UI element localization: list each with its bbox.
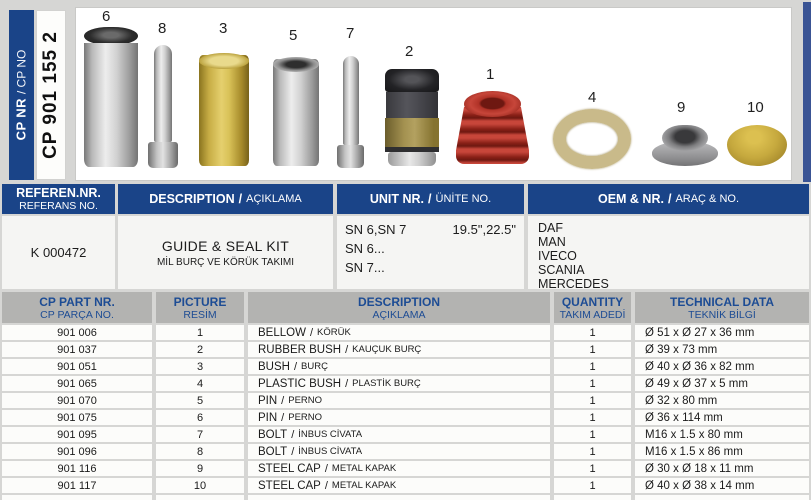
table-row <box>2 359 809 374</box>
kit-description-cell <box>118 216 333 289</box>
unit-sizes: 19.5",22.5" <box>452 222 516 237</box>
figure-label-7: 7 <box>346 25 355 42</box>
header-picture: PICTURE RESİM <box>156 292 244 323</box>
bellow-top-ring <box>464 91 521 117</box>
reference-number-cell <box>2 216 115 289</box>
brass-bush-photo-3 <box>199 55 249 166</box>
unit-models: SN 6,SN 7 <box>345 222 407 237</box>
part-description: RUBBER BUSH / KAUÇUK BURÇ <box>248 342 550 357</box>
part-description: BOLT / İNBUS CİVATA <box>248 444 550 459</box>
quantity <box>554 495 631 500</box>
pin-body <box>84 43 138 167</box>
technical-data: Ø 49 x Ø 37 x 5 mm <box>635 376 809 391</box>
oem-brand: IVECO <box>538 249 577 263</box>
technical-data: Ø 36 x 114 mm <box>635 410 809 425</box>
bellow-photo-1 <box>456 91 529 164</box>
oem-brand: MERCEDES <box>538 277 609 291</box>
header-parts-description: DESCRIPTION AÇIKLAMA <box>248 292 550 323</box>
bolt-shaft <box>154 45 172 142</box>
bush-brass-band <box>385 118 439 147</box>
table-row <box>2 427 809 442</box>
part-number: 901 065 <box>2 376 152 391</box>
part-number: 901 070 <box>2 393 152 408</box>
header-description: DESCRIPTION / AÇIKLAMA <box>118 184 333 214</box>
header-oem-nr: OEM & NR. / ARAÇ & NO. <box>528 184 809 214</box>
part-number: 901 006 <box>2 325 152 340</box>
oem-brands-cell <box>528 216 809 289</box>
steel-cap-photo-9 <box>652 125 718 166</box>
oem-brand: MAN <box>538 235 566 249</box>
quantity: 1 <box>554 478 631 493</box>
figure-label-8: 8 <box>158 20 167 37</box>
part-number: 901 117 <box>2 478 152 493</box>
quantity: 1 <box>554 410 631 425</box>
figure-label-3: 3 <box>219 20 228 37</box>
bush-middle <box>386 92 438 118</box>
figure-label-5: 5 <box>289 27 298 44</box>
header-technical-data: TECHNICAL DATA TEKNİK BİLGİ <box>635 292 809 323</box>
picture-ref: 5 <box>156 393 244 408</box>
quantity: 1 <box>554 325 631 340</box>
parts-table-body <box>2 325 809 500</box>
part-number: 901 096 <box>2 444 152 459</box>
part-number: 901 116 <box>2 461 152 476</box>
unit-number-cell <box>337 216 524 289</box>
part-description: BELLOW / KÖRÜK <box>248 325 550 340</box>
part-description: PLASTIC BUSH / PLASTİK BURÇ <box>248 376 550 391</box>
oem-brand: DAF <box>538 221 563 235</box>
part-description <box>248 495 550 500</box>
table-row <box>2 376 809 391</box>
cp-part-code-strip <box>36 10 66 180</box>
table-row <box>2 342 809 357</box>
part-description: BOLT / İNBUS CİVATA <box>248 427 550 442</box>
bush-base <box>388 152 436 166</box>
picture-ref: 3 <box>156 359 244 374</box>
technical-data: Ø 40 x Ø 36 x 82 mm <box>635 359 809 374</box>
pin-photo-5 <box>273 59 319 166</box>
picture-ref: 10 <box>156 478 244 493</box>
technical-data: Ø 39 x 73 mm <box>635 342 809 357</box>
header-cp-part-nr: CP PART NR. CP PARÇA NO. <box>2 292 152 323</box>
part-description: PIN / PERNO <box>248 410 550 425</box>
part-description: PIN / PERNO <box>248 393 550 408</box>
part-number: 901 095 <box>2 427 152 442</box>
quantity: 1 <box>554 444 631 459</box>
unit-line-2: SN 6... <box>345 241 385 256</box>
part-number: 901 037 <box>2 342 152 357</box>
quantity: 1 <box>554 461 631 476</box>
cp-part-code: CP 901 155 2 <box>40 31 62 159</box>
right-accent-bar <box>803 2 811 182</box>
figure-label-10: 10 <box>747 99 764 116</box>
quantity: 1 <box>554 342 631 357</box>
bolt-head <box>337 145 364 168</box>
part-number <box>2 495 152 500</box>
plastic-washer-photo-4 <box>553 109 631 169</box>
figure-label-4: 4 <box>588 89 597 106</box>
technical-data <box>635 495 809 500</box>
technical-data: M16 x 1.5 x 80 mm <box>635 427 809 442</box>
part-description: STEEL CAP / METAL KAPAK <box>248 461 550 476</box>
kit-name-turkish: MİL BURÇ VE KÖRÜK TAKIMI <box>156 256 295 268</box>
quantity: 1 <box>554 393 631 408</box>
cap-ring <box>662 125 708 151</box>
figure-label-2: 2 <box>405 43 414 60</box>
picture-ref: 4 <box>156 376 244 391</box>
bolt-photo-7 <box>337 56 364 168</box>
header-quantity: QUANTITY TAKIM ADEDİ <box>554 292 631 323</box>
table-row <box>2 444 809 459</box>
cp-nr-label: CP NR/ CP NO <box>13 49 29 141</box>
header-unit-nr: UNIT NR. / ÜNİTE NO. <box>337 184 524 214</box>
parts-table-header <box>2 292 809 323</box>
part-number: 901 051 <box>2 359 152 374</box>
bolt-head <box>148 142 178 168</box>
oem-brand: SCANIA <box>538 263 585 277</box>
quantity: 1 <box>554 376 631 391</box>
figure-label-1: 1 <box>486 66 495 83</box>
picture-ref: 1 <box>156 325 244 340</box>
part-number: 901 075 <box>2 410 152 425</box>
reference-number: K 000472 <box>30 245 87 260</box>
bolt-shaft <box>343 56 359 145</box>
figure-label-6: 6 <box>102 8 111 25</box>
rubber-bush-photo-2 <box>385 69 439 166</box>
bolt-photo-8 <box>148 45 178 168</box>
quantity: 1 <box>554 427 631 442</box>
table-row <box>2 393 809 408</box>
brass-cap-photo-10 <box>727 125 787 166</box>
figure-label-9: 9 <box>677 99 686 116</box>
technical-data: M16 x 1.5 x 86 mm <box>635 444 809 459</box>
unit-line-3: SN 7... <box>345 260 385 275</box>
table-row <box>2 478 809 493</box>
picture-ref: 6 <box>156 410 244 425</box>
part-description: STEEL CAP / METAL KAPAK <box>248 478 550 493</box>
table-row-clipped <box>2 495 809 500</box>
table-row <box>2 461 809 476</box>
kit-name: GUIDE & SEAL KIT <box>161 237 290 254</box>
table-row <box>2 410 809 425</box>
quantity: 1 <box>554 359 631 374</box>
picture-ref: 2 <box>156 342 244 357</box>
part-description: BUSH / BURÇ <box>248 359 550 374</box>
bush-top <box>385 69 439 92</box>
table-row <box>2 325 809 340</box>
technical-data: Ø 30 x Ø 18 x 11 mm <box>635 461 809 476</box>
picture-ref <box>156 495 244 500</box>
picture-ref: 9 <box>156 461 244 476</box>
cp-number-column-header <box>9 10 34 180</box>
technical-data: Ø 40 x Ø 38 x 14 mm <box>635 478 809 493</box>
technical-data: Ø 51 x Ø 27 x 36 mm <box>635 325 809 340</box>
technical-data: Ø 32 x 80 mm <box>635 393 809 408</box>
picture-ref: 7 <box>156 427 244 442</box>
guide-pin-photo-6 <box>84 27 138 168</box>
picture-ref: 8 <box>156 444 244 459</box>
header-referen-nr: REFEREN.NR. REFERANS NO. <box>2 184 115 214</box>
